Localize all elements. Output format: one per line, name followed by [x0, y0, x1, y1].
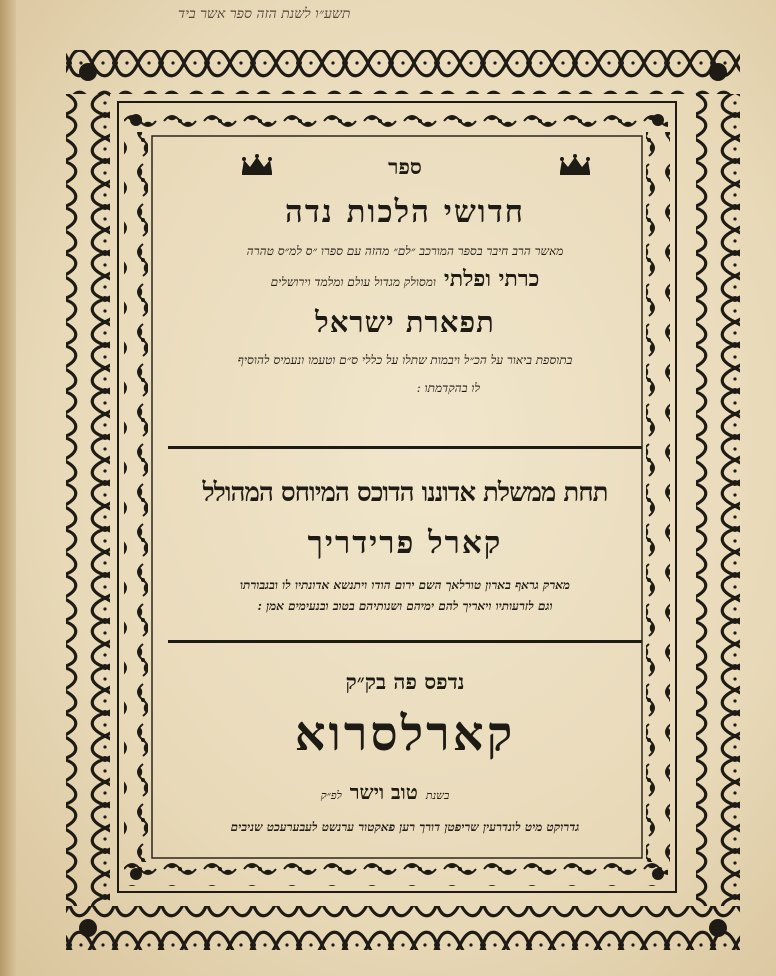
year-prefix: בשנת — [425, 789, 450, 802]
kereti-upleti-title: כרתי ופלתי — [443, 266, 540, 292]
kereti-upleti-line — [160, 266, 650, 296]
author-line-continued: ומסולק מגדול עולם ומלמד וירושלים — [270, 275, 436, 289]
duke-title-line-2: וגם לזרעותיו ויאריך להם ימיהם ושנותיהם בטוב ובנעימים אמן : — [257, 599, 553, 613]
main-title: חדושי הלכות נדה — [285, 194, 525, 230]
addition-line-end: לו בהקדמתו : — [416, 381, 480, 395]
year-phrase: טוב וישר — [349, 780, 418, 804]
title-page-text-block — [160, 140, 650, 855]
duke-title-line-1: מארק גראף בארון טורלאך השם ירום הודו ויתנשא אדונתיו לו ובגבורתו — [239, 578, 571, 592]
printer-line: גדרוקט מיט לונדרעין שריפטן דורך רען פאקטור ערנשט לעבערעכט שניבים — [230, 820, 580, 834]
imprint-year-line — [160, 780, 650, 806]
city-name: קארלסרוא — [294, 706, 516, 762]
handwritten-inscription: תשע״ו לשנת הזה ספר אשר ביד — [178, 6, 351, 22]
author-line: מאשר הרב חיבר בספר המורכב ״לם״ מהזה עם ספרו ״ס למ״ס טהרה — [246, 244, 564, 258]
printed-here-line: נדפס פה בק״ק — [345, 669, 465, 694]
duke-name: קארל פרידריך — [307, 525, 503, 561]
divider-rule — [168, 446, 642, 449]
tiferet-yisrael-title: תפארת ישראל — [315, 305, 495, 339]
sefer-heading: ספר — [388, 154, 422, 179]
addition-line: בתוספת ביאור על הכ״ל ויבמות שתלו על כללי ס״ם וטעמו ונעמיס להוסיף — [237, 353, 573, 367]
divider-rule — [168, 640, 642, 643]
under-reign-line: תחת ממשלת אדוננו הדוכס המיוחס המהולל — [202, 478, 608, 508]
year-suffix: לפ״ק — [320, 789, 342, 802]
